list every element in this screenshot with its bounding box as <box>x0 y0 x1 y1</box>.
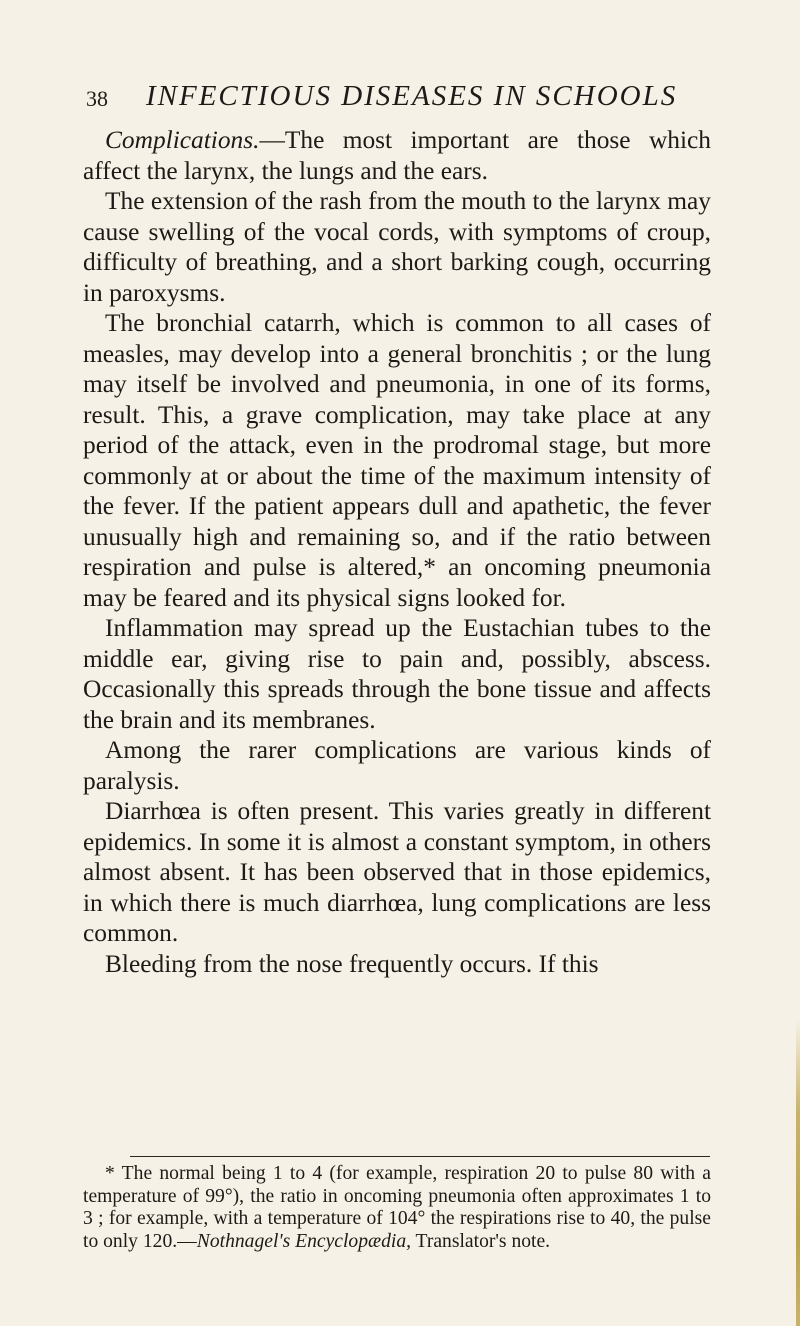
page-number: 38 <box>86 86 108 111</box>
paragraph-bronchial: The bronchial catarrh, which is common to all cases of measles, may develop into a general bronchitis ; or the lung may itself be involved and pneumonia, in one of its forms, result. This, a grave complication, may take place at any period of the attack, even in the prodromal stage, but more commonly at or about the time of the maximum intensity of the fever. If the patient appears dull and apathetic, the fever unusually high and remaining so, and if the ratio between respiration and pulse is altered,* an oncoming pneumonia may be feared and its physical signs looked for. <box>83 309 711 612</box>
paragraph-rarer: Among the rarer complications are various kinds of paralysis. <box>83 736 711 795</box>
running-head: INFECTIOUS DISEASES IN SCHOOLS <box>146 80 678 112</box>
footnote-divider <box>130 1156 710 1157</box>
footnote-text: * The normal being 1 to 4 (for example, respiration 20 to pulse 80 with a temperature of 99°), the ratio in oncoming pneumonia often approximates 1 to 3 ; for example, with a temperature of 104° the respirations rise to 40, the pulse to only 120.— <box>83 1163 711 1252</box>
paragraph-inflammation: Inflammation may spread up the Eustachian tubes to the middle ear, giving rise to pain and, possibly, abscess. Occasionally this spreads through the bone tissue and affects the brain and its membranes. <box>83 614 711 734</box>
page-header <box>86 80 706 120</box>
paragraph-larynx: The extension of the rash from the mouth to the larynx may cause swelling of the vocal cords, with symptoms of croup, difficulty of breathing, and a short barking cough, occurring in paroxysms. <box>83 187 711 307</box>
section-lead-in: Complications. <box>105 126 260 154</box>
footnote-paragraph <box>83 1163 711 1253</box>
footnote-citation: Nothnagel's Encyclopædia, <box>196 1230 412 1252</box>
footnote-tail: Translator's note. <box>411 1230 551 1252</box>
paragraph-text: —The most important are those which affect the larynx, the lungs and the ears. <box>83 126 711 185</box>
body-text <box>83 125 711 979</box>
paragraph-bleeding: Bleeding from the nose frequently occurs. If this <box>105 949 599 978</box>
paragraph-complications <box>83 125 711 186</box>
footnote <box>83 1163 711 1253</box>
paragraph-diarrhoea: Diarrhœa is often present. This varies greatly in different epidemics. In some it is almost a constant symptom, in others almost absent. It has been observed that in those epidemics, in which there is much diarrhœa, lung complications are less common. <box>83 797 711 947</box>
page-edge-shadow <box>796 1020 800 1326</box>
